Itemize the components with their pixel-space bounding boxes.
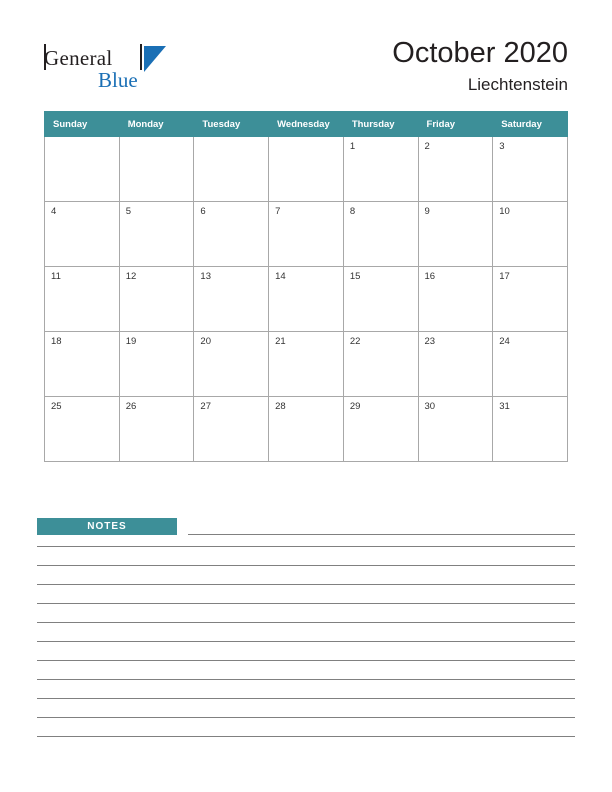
calendar-day-cell[interactable]: 30 [418, 397, 493, 462]
notes-line[interactable] [37, 546, 575, 547]
blue-triangle-icon [144, 46, 166, 72]
calendar-day-cell[interactable]: 26 [119, 397, 194, 462]
calendar-day-cell[interactable]: 17 [493, 267, 568, 332]
calendar-day-cell[interactable]: 28 [269, 397, 344, 462]
calendar-day-cell[interactable] [194, 137, 269, 202]
calendar-day-cell[interactable] [119, 137, 194, 202]
notes-line[interactable] [37, 622, 575, 623]
calendar-day-cell[interactable]: 9 [418, 202, 493, 267]
calendar-day-cell[interactable]: 4 [45, 202, 120, 267]
page-header [44, 36, 568, 98]
calendar-day-cell[interactable]: 5 [119, 202, 194, 267]
notes-line[interactable] [37, 565, 575, 566]
calendar-week-row [45, 332, 568, 397]
notes-line[interactable] [37, 641, 575, 642]
weekday-header-monday: Monday [119, 112, 194, 137]
calendar-day-cell[interactable]: 15 [343, 267, 418, 332]
weekday-header-row [45, 112, 568, 137]
calendar-day-cell[interactable]: 13 [194, 267, 269, 332]
calendar-day-cell[interactable]: 23 [418, 332, 493, 397]
calendar-grid [44, 111, 568, 462]
calendar-day-cell[interactable]: 21 [269, 332, 344, 397]
calendar-day-cell[interactable]: 6 [194, 202, 269, 267]
notes-line [188, 534, 575, 535]
notes-line[interactable] [37, 660, 575, 661]
calendar-day-cell[interactable]: 2 [418, 137, 493, 202]
notes-label: NOTES [37, 518, 177, 535]
notes-line[interactable] [37, 717, 575, 718]
calendar-day-cell[interactable]: 19 [119, 332, 194, 397]
calendar-day-cell[interactable]: 18 [45, 332, 120, 397]
calendar-day-cell[interactable]: 22 [343, 332, 418, 397]
calendar-week-row [45, 202, 568, 267]
weekday-header-friday: Friday [418, 112, 493, 137]
weekday-header-tuesday: Tuesday [194, 112, 269, 137]
calendar-week-row [45, 267, 568, 332]
calendar-day-cell[interactable]: 7 [269, 202, 344, 267]
calendar-day-cell[interactable]: 1 [343, 137, 418, 202]
calendar-day-cell[interactable]: 25 [45, 397, 120, 462]
logo-word-general: General [44, 46, 113, 70]
calendar-week-row [45, 397, 568, 462]
country-subtitle: Liechtenstein [467, 75, 568, 94]
calendar-day-cell[interactable]: 8 [343, 202, 418, 267]
title-block [392, 36, 568, 96]
calendar-day-cell[interactable]: 3 [493, 137, 568, 202]
logo-right-rule [140, 44, 142, 70]
notes-line[interactable] [37, 698, 575, 699]
weekday-header-saturday: Saturday [493, 112, 568, 137]
calendar-day-cell[interactable]: 10 [493, 202, 568, 267]
calendar-day-cell[interactable]: 14 [269, 267, 344, 332]
calendar-day-cell[interactable]: 27 [194, 397, 269, 462]
calendar-day-cell[interactable]: 29 [343, 397, 418, 462]
page-title: October 2020 [392, 37, 568, 69]
notes-lines[interactable] [37, 546, 575, 755]
calendar-week-row [45, 137, 568, 202]
notes-line[interactable] [37, 736, 575, 737]
weekday-header-wednesday: Wednesday [269, 112, 344, 137]
calendar-day-cell[interactable] [269, 137, 344, 202]
calendar-day-cell[interactable]: 24 [493, 332, 568, 397]
notes-section [37, 518, 575, 746]
calendar-day-cell[interactable]: 16 [418, 267, 493, 332]
calendar-day-cell[interactable] [45, 137, 120, 202]
weekday-header-thursday: Thursday [343, 112, 418, 137]
notes-line[interactable] [37, 679, 575, 680]
general-blue-logo[interactable] [44, 42, 194, 94]
calendar-day-cell[interactable]: 31 [493, 397, 568, 462]
calendar-day-cell[interactable]: 11 [45, 267, 120, 332]
weekday-header-sunday: Sunday [45, 112, 120, 137]
logo-word-blue: Blue [98, 68, 138, 92]
calendar-day-cell[interactable]: 20 [194, 332, 269, 397]
calendar-day-cell[interactable]: 12 [119, 267, 194, 332]
notes-line[interactable] [37, 584, 575, 585]
notes-line[interactable] [37, 603, 575, 604]
